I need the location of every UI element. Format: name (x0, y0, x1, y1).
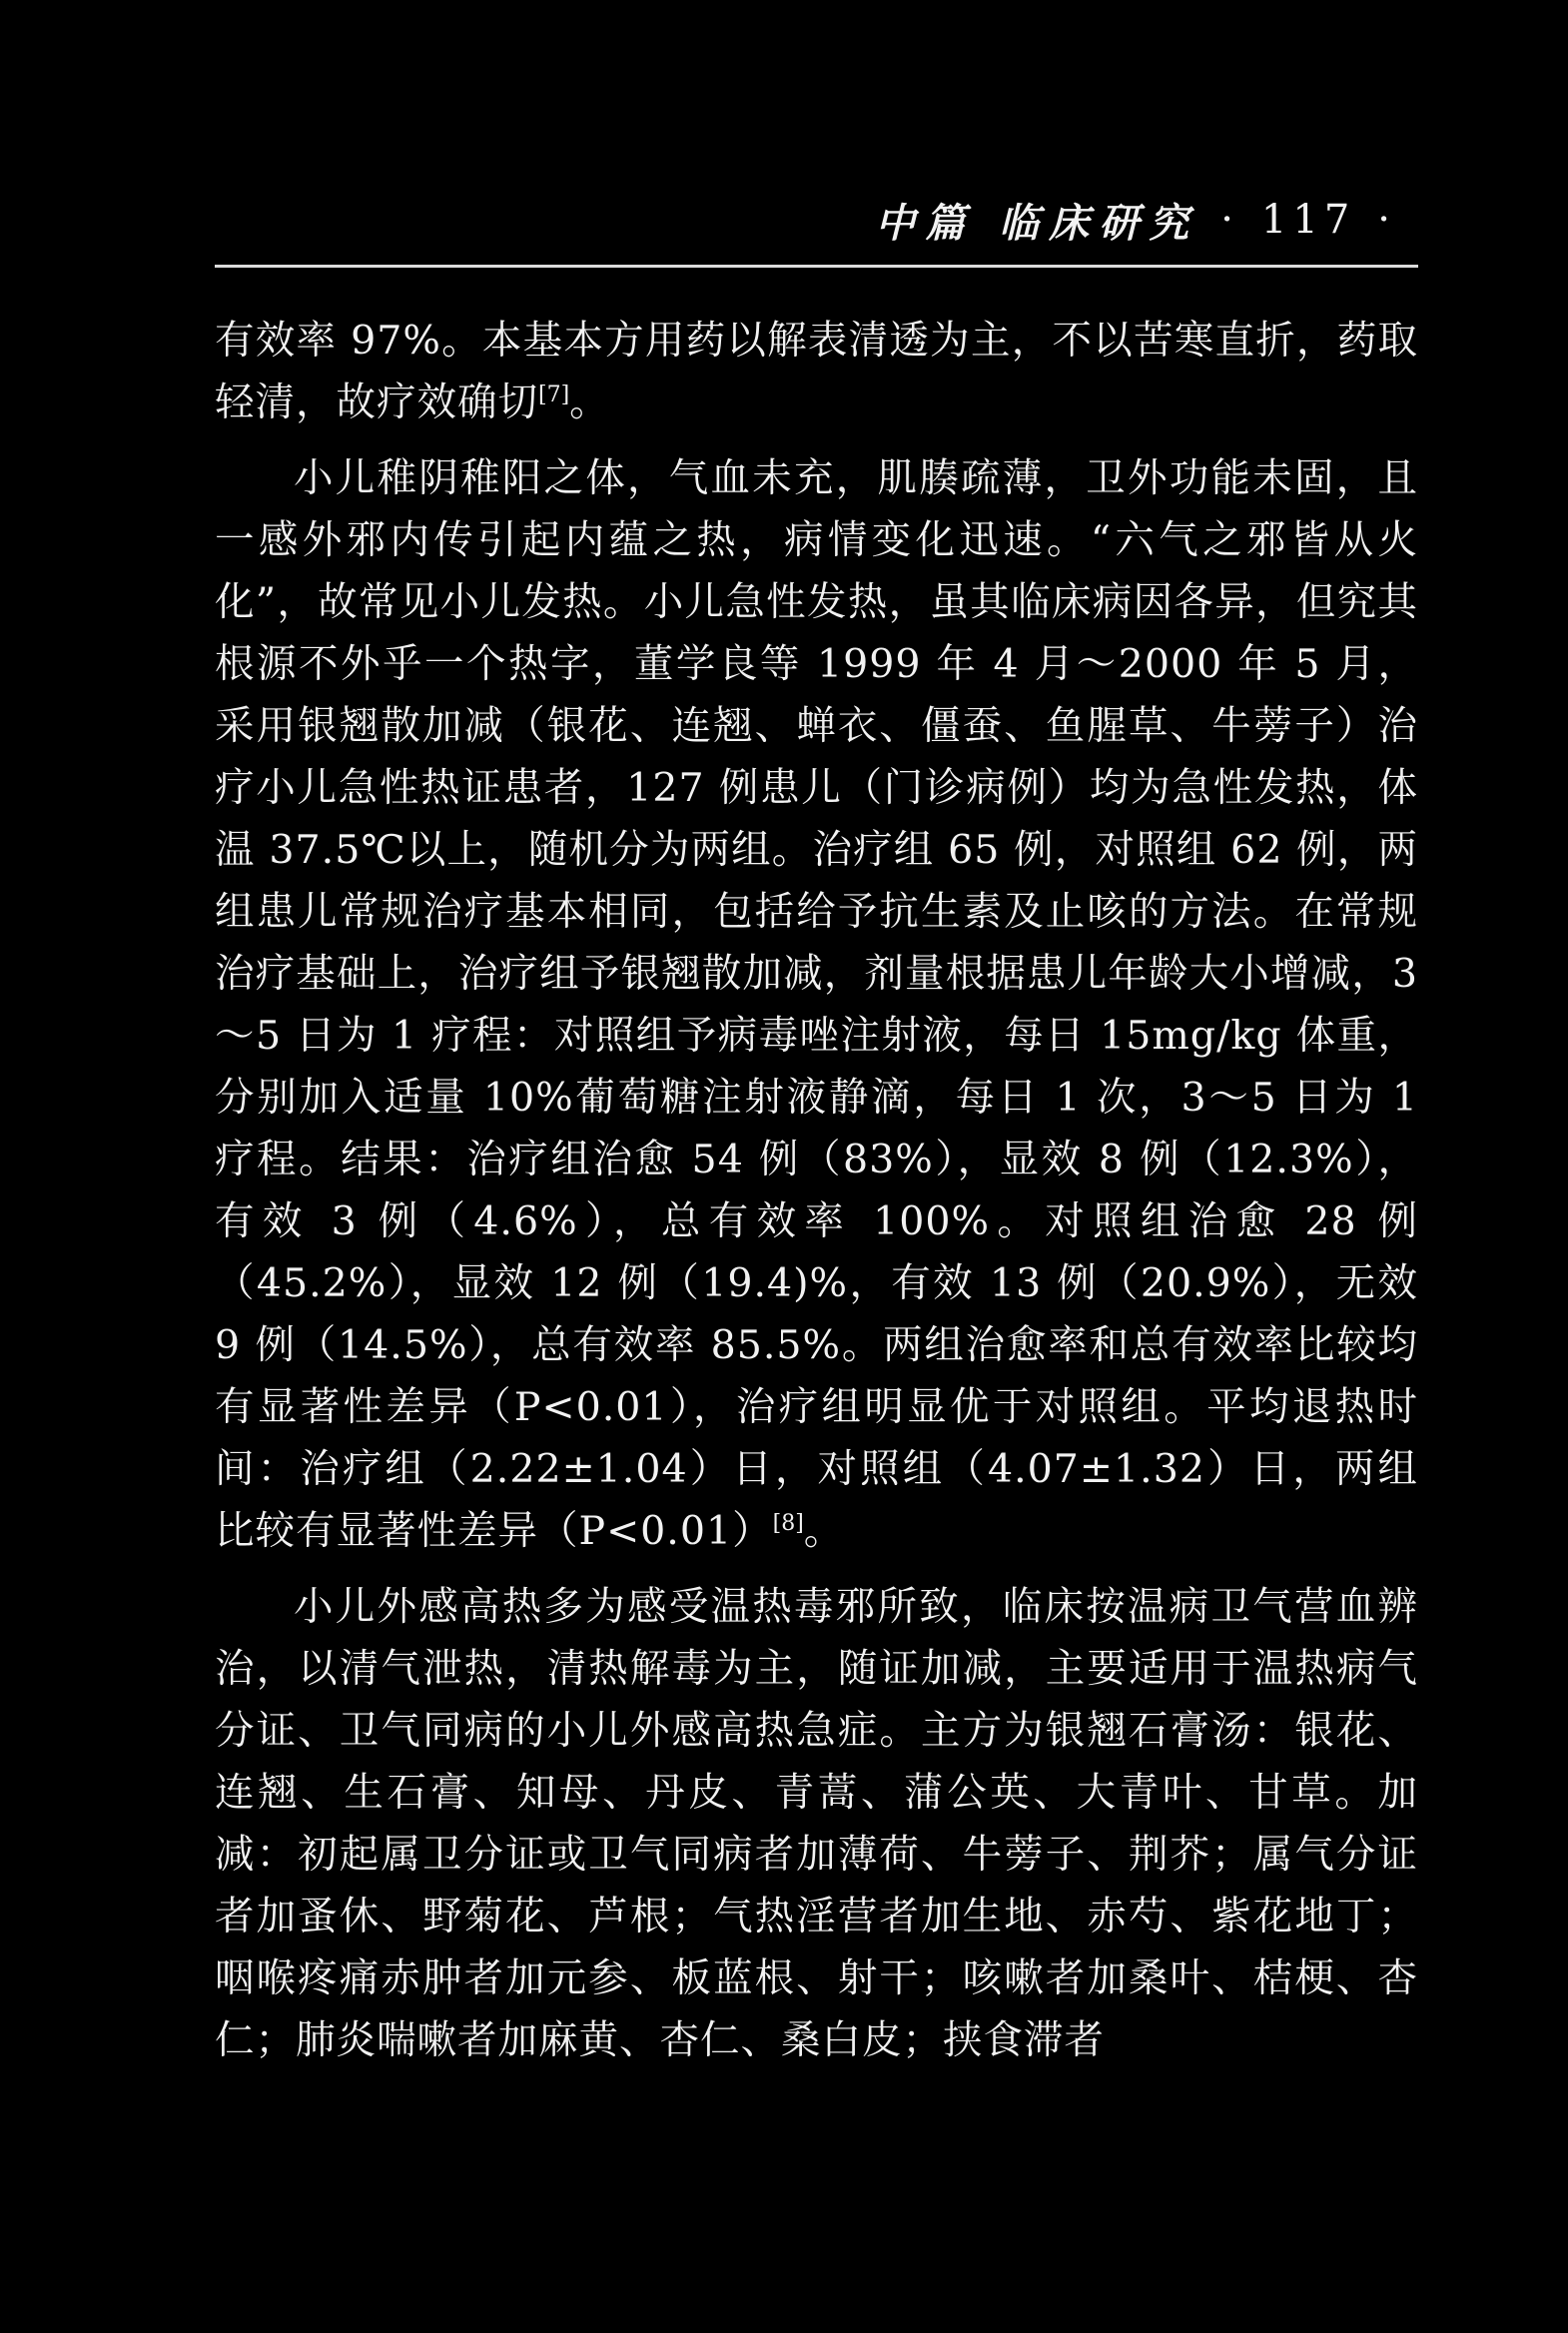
paragraph (215, 447, 1418, 1562)
page-number: 117 (1260, 197, 1356, 243)
citation-ref: [8] (772, 1510, 804, 1536)
book-section-title: 中篇 临床研究 (875, 199, 1199, 247)
header-separator-end: · (1377, 197, 1396, 243)
header-separator: · (1220, 197, 1239, 243)
paragraph-text: 小儿稚阴稚阳之体，气血未充，肌腠疏薄，卫外功能未固，且一感外邪内传引起内蕴之热，病情变化迅速。“六气之邪皆从火化”，故常见小儿发热。小儿急性发热，虽其临床病因各异，但究其根源不外乎一个热字，董学良等 1999 年 4 月～2000 年 5 月，采用银翘散加减（银花、连翘、蝉衣、僵蚕、鱼腥草、牛蒡子）治疗小儿急性热证患者，127 例患儿（门诊病例）均为急性发热，体温 37.5℃以上，随机分为两组。治疗组 65 例，对照组 62 例，两组患儿常规治疗基本相同，包括给予抗生素及止咳的方法。在常规治疗基础上，治疗组予银翘散加减，剂量根据患儿年龄大小增减，3～5 日为 1 疗程：对照组予病毒唑注射液，每日 15mg/kg 体重，分别加入适量 10%葡萄糖注射液静滴，每日 1 次，3～5 日为 1 疗程。结果：治疗组治愈 54 例（83%），显效 8 例（12.3%），有效 3 例（4.6%），总有效率 100%。对照组治愈 28 例（45.2%），显效 12 例（19.4)%，有效 13 例（20.9%），无效 9 例（14.5%），总有效率 85.5%。两组治愈率和总有效率比较均有显著性差异（P<0.01），治疗组明显优于对照组。平均退热时间：治疗组（2.22±1.04）日，对照组（4.07±1.32）日，两组比较有显著性差异（P<0.01） (215, 455, 1418, 1554)
paragraph-text: 小儿外感高热多为感受温热毒邪所致，临床按温病卫气营血辨治，以清气泄热，清热解毒为主，随证加减，主要适用于温热病气分证、卫气同病的小儿外感高热急症。主方为银翘石膏汤：银花、连翘、生石膏、知母、丹皮、青蒿、蒲公英、大青叶、甘草。加减：初起属卫分证或卫气同病者加薄荷、牛蒡子、荆芥；属气分证者加蚤休、野菊花、芦根；气热淫营者加生地、赤芍、紫花地丁；咽喉疼痛赤肿者加元参、板蓝根、射干；咳嗽者加桑叶、桔梗、杏仁；肺炎喘嗽者加麻黄、杏仁、桑白皮；挟食滞者 (215, 1584, 1418, 2063)
body-text (215, 310, 1418, 2071)
running-header (215, 190, 1418, 250)
paragraph-continuation (215, 310, 1418, 433)
paragraph-text: 有效率 97%。本基本方用药以解表清透为主，不以苦寒直折，药取轻清，故疗效确切 (215, 318, 1418, 425)
paragraph-tail: 。 (569, 380, 610, 425)
paragraph (215, 1576, 1418, 2071)
paragraph-tail: 。 (803, 1508, 845, 1554)
header-rule (215, 265, 1418, 268)
citation-ref: [7] (538, 382, 570, 407)
